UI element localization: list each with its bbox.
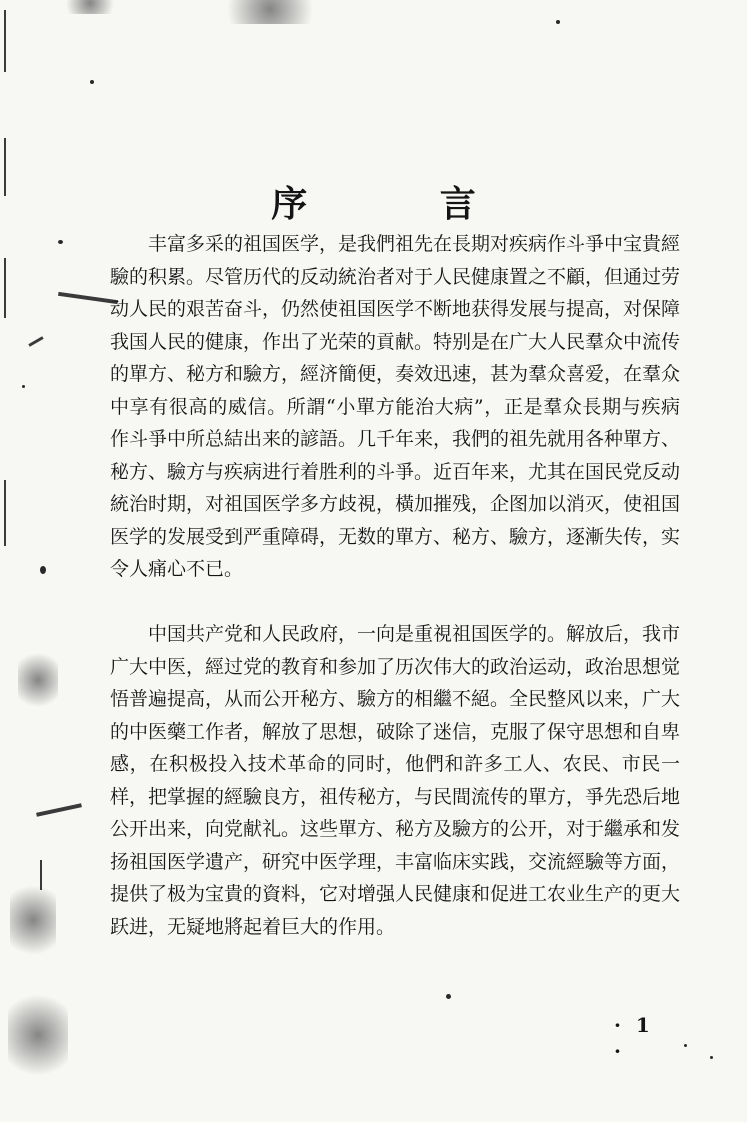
scan-speck [40, 566, 46, 574]
scan-ink-streak [28, 336, 43, 347]
scan-ink-streak [58, 292, 118, 304]
scan-edge-line [4, 480, 6, 546]
scan-speck [90, 80, 94, 84]
scan-speck [710, 1056, 713, 1059]
scan-ink-streak [36, 803, 82, 816]
scan-smudge [60, 0, 120, 14]
page-number: · 1 · [614, 1013, 654, 1063]
scan-speck [446, 994, 451, 999]
scan-smudge [10, 880, 56, 960]
scan-edge-line [4, 10, 6, 72]
scan-smudge [18, 650, 58, 710]
scan-edge-line [40, 860, 42, 890]
body-paragraph: 中国共产党和人民政府，一向是重視祖国医学的。解放后，我市广大中医，經过党的教育和参加了历次伟大的政治运动，政治思想觉悟普遍提高，从而公开秘方、驗方的相繼不絕。全民整风以来，广大的中医藥工作者，解放了思想，破除了迷信，克服了保守思想和自卑感，在积极投入技术革命的同时，他們和許多工人、农民、市民一样，把掌握的經驗良方，祖传秘方，与民間流传的單方，爭先恐后地公开出来，向党献礼。这些單方、秘方及驗方的公开，对于繼承和发扬祖国医学遺产，研究中医学理，丰富临床实践，交流經驗等方面，提供了极为宝貴的資料，它对增强人民健康和促进工农业生产的更大跃进，无疑地將起着巨大的作用。 [110, 623, 681, 938]
scan-smudge [8, 990, 68, 1080]
body-paragraph: 丰富多采的祖国医学，是我們祖先在長期对疾病作斗爭中宝貴經驗的积累。尽管历代的反动統治者对于人民健康置之不顧，但通过劳动人民的艰苦奋斗，仍然使祖国医学不断地获得发展与提高，对保障我国人民的健康，作出了光荣的貢献。特别是在广大人民羣众中流传的單方、秘方和驗方，經济簡便，奏效迅速，甚为羣众喜爱，在羣众中享有很高的威信。所謂“小單方能治大病”，正是羣众長期与疾病作斗爭中所总結出来的諺語。几千年来，我們的祖先就用各种單方、秘方、驗方与疾病进行着胜利的斗爭。近百年来，尤其在国民党反动統治时期，对祖国医学多方歧視，橫加摧残，企图加以消灭，使祖国医学的发展受到严重障碍，无数的單方、秘方、驗方，逐漸失传，实令人痛心不已。 [110, 233, 681, 580]
scan-speck [58, 240, 63, 244]
scan-speck [22, 385, 25, 388]
page-title: 序 言 [271, 183, 536, 226]
scan-edge-line [4, 258, 6, 318]
scan-speck [684, 1044, 687, 1047]
scan-smudge [215, 0, 325, 24]
scan-speck [556, 20, 560, 24]
